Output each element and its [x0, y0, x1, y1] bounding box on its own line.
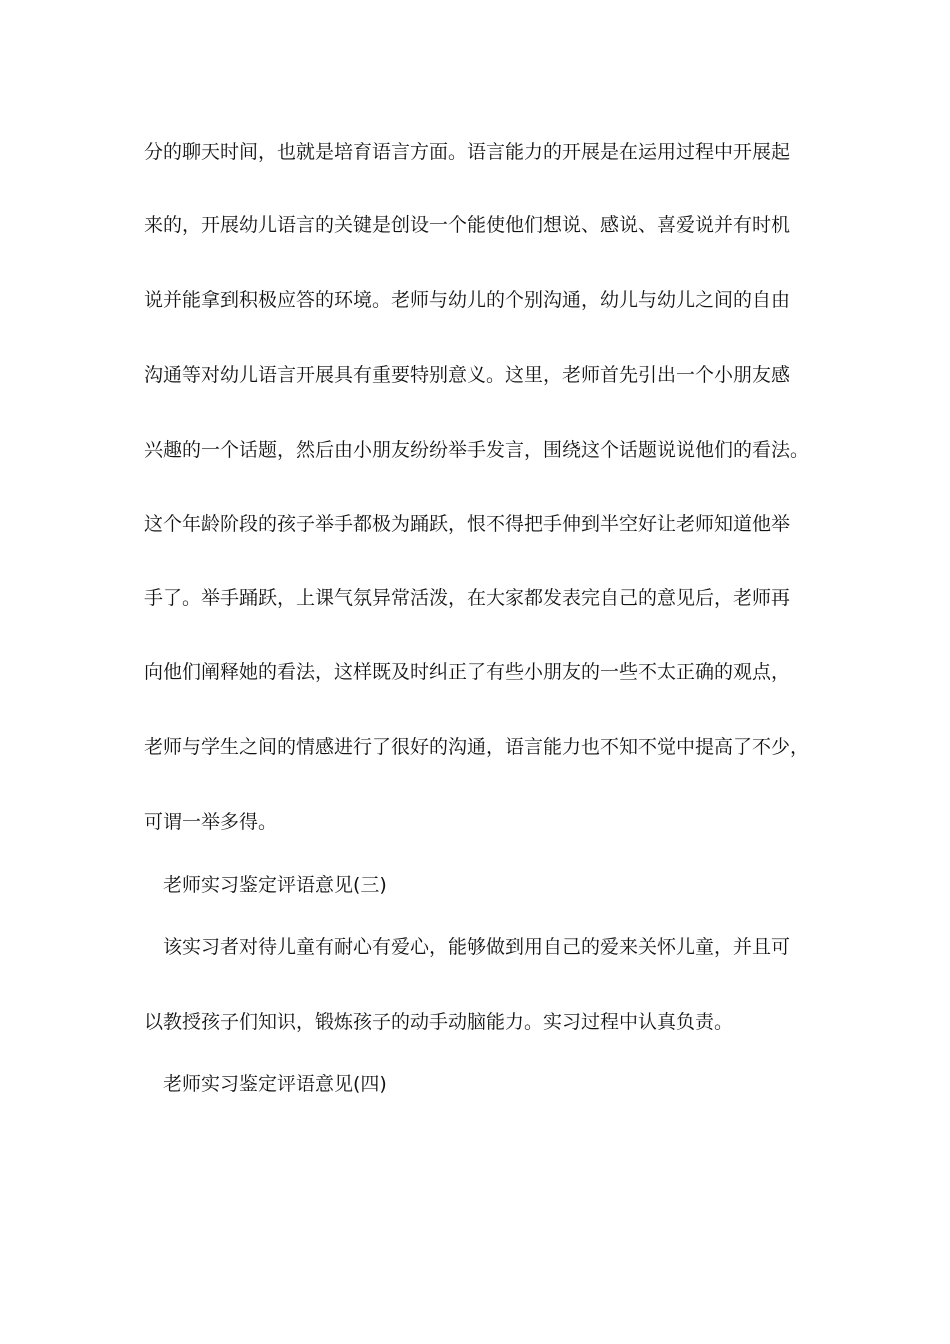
text-line: 沟通等对幼儿语言开展具有重要特别意义。这里，老师首先引出一个小朋友感: [144, 364, 791, 386]
text-line: 老师与学生之间的情感进行了很好的沟通，语言能力也不知不觉中提高了不少，: [144, 736, 810, 758]
text-line: 兴趣的一个话题，然后由小朋友纷纷举手发言，围绕这个话题说说他们的看法。: [144, 439, 810, 461]
text-line: 这个年龄阶段的孩子举手都极为踊跃，恨不得把手伸到半空好让老师知道他举: [144, 513, 791, 535]
section-heading: 老师实习鉴定评语意见(四): [163, 1073, 387, 1095]
text-line: 说并能拿到积极应答的环境。老师与幼儿的个别沟通，幼儿与幼儿之间的自由: [144, 289, 791, 311]
text-line: 向他们阐释她的看法，这样既及时纠正了有些小朋友的一些不太正确的观点，: [144, 661, 791, 683]
text-line: 可谓一举多得。: [144, 811, 278, 833]
section-heading: 老师实习鉴定评语意见(三): [163, 874, 387, 896]
text-line: 手了。举手踊跃，上课气氛异常活泼，在大家都发表完自己的意见后，老师再: [144, 587, 791, 609]
text-line: 来的，开展幼儿语言的关键是创设一个能使他们想说、感说、喜爱说并有时机: [144, 214, 791, 236]
text-line: 该实习者对待儿童有耐心有爱心，能够做到用自己的爱来关怀儿童，并且可: [163, 936, 791, 958]
text-line: 以教授孩子们知识，锻炼孩子的动手动脑能力。实习过程中认真负责。: [144, 1011, 734, 1033]
text-line: 分的聊天时间，也就是培育语言方面。语言能力的开展是在运用过程中开展起: [144, 141, 791, 163]
